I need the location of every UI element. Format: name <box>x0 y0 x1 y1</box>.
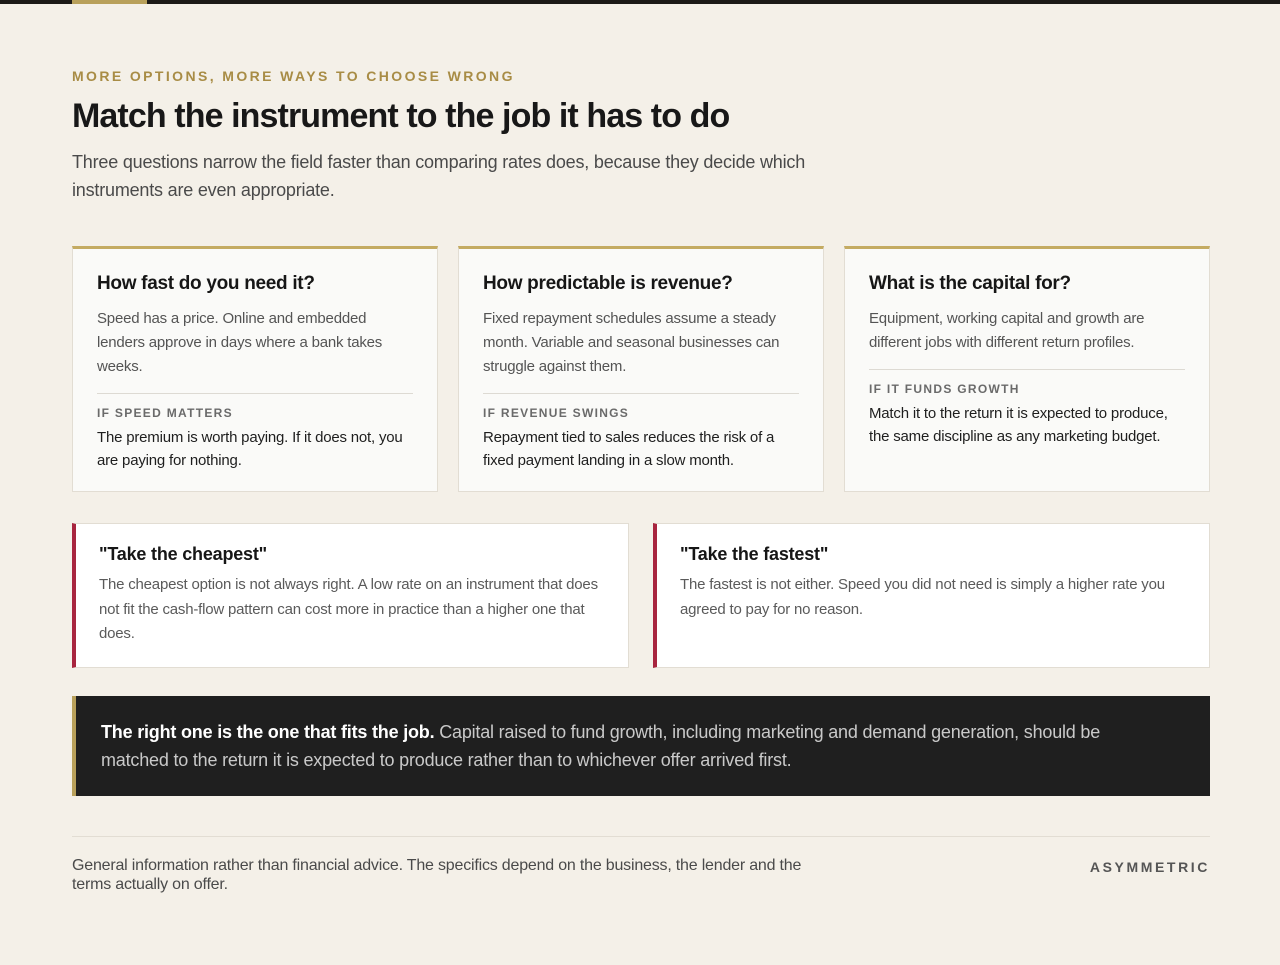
question-card-revenue <box>458 246 824 492</box>
brand-wordmark: ASYMMETRIC <box>1089 859 1210 875</box>
question-body: Speed has a price. Online and embedded lenders approve in days where a bank takes weeks. <box>97 310 383 375</box>
question-title: How predictable is revenue? <box>483 273 733 294</box>
warning-card-fastest <box>653 523 1210 668</box>
disclaimer-text: General information rather than financial advice. The specifics depend on the business, the lender and the terms actually on offer. <box>72 857 802 893</box>
callout-emphasis: The right one is the one that fits the job. <box>101 722 435 742</box>
warning-title: "Take the fastest" <box>680 544 829 564</box>
condition-answer: The premium is worth paying. If it does not, you are paying for nothing. <box>97 429 403 469</box>
condition-answer: Repayment tied to sales reduces the risk of a fixed payment landing in a slow month. <box>483 429 775 469</box>
question-title: What is the capital for? <box>869 273 1071 294</box>
divider <box>483 393 799 394</box>
question-cards <box>72 246 1210 492</box>
condition-label: IF REVENUE SWINGS <box>483 406 630 420</box>
condition-answer: Match it to the return it is expected to produce, the same discipline as any marketing budget. <box>869 405 1168 445</box>
warning-body: The fastest is not either. Speed you did not need is simply a higher rate you agreed to pay for no reason. <box>680 576 1165 618</box>
question-body: Equipment, working capital and growth are different jobs with different return profiles. <box>869 310 1145 351</box>
question-card-purpose <box>844 246 1210 492</box>
top-bar-accent <box>72 0 147 4</box>
warning-card-cheapest <box>72 523 629 668</box>
section-eyebrow: MORE OPTIONS, MORE WAYS TO CHOOSE WRONG <box>72 68 515 84</box>
intro-paragraph: Three questions narrow the field faster than comparing rates does, because they decide which instruments are even appropriate. <box>72 152 806 200</box>
question-title: How fast do you need it? <box>97 273 315 294</box>
page-title: Match the instrument to the job it has to do <box>72 97 730 135</box>
condition-label: IF SPEED MATTERS <box>97 406 233 420</box>
footer-divider <box>72 836 1210 837</box>
warning-cards <box>72 523 1210 668</box>
divider <box>97 393 413 394</box>
top-bar <box>0 0 1280 4</box>
warning-body: The cheapest option is not always right. A low rate on an instrument that does not fit the cash-flow pattern can cost more in practice than a higher one that does. <box>99 576 598 642</box>
question-card-speed <box>72 246 438 492</box>
condition-label: IF IT FUNDS GROWTH <box>869 382 1020 396</box>
warning-title: "Take the cheapest" <box>99 544 267 564</box>
callout-text: Capital raised to fund growth, including marketing and demand generation, should be matched to the return it is expected to produce rather than to whichever offer arrived first. <box>101 722 1101 770</box>
summary-callout <box>72 696 1210 796</box>
question-body: Fixed repayment schedules assume a steady month. Variable and seasonal businesses can struggle against them. <box>483 310 780 375</box>
divider <box>869 369 1185 370</box>
